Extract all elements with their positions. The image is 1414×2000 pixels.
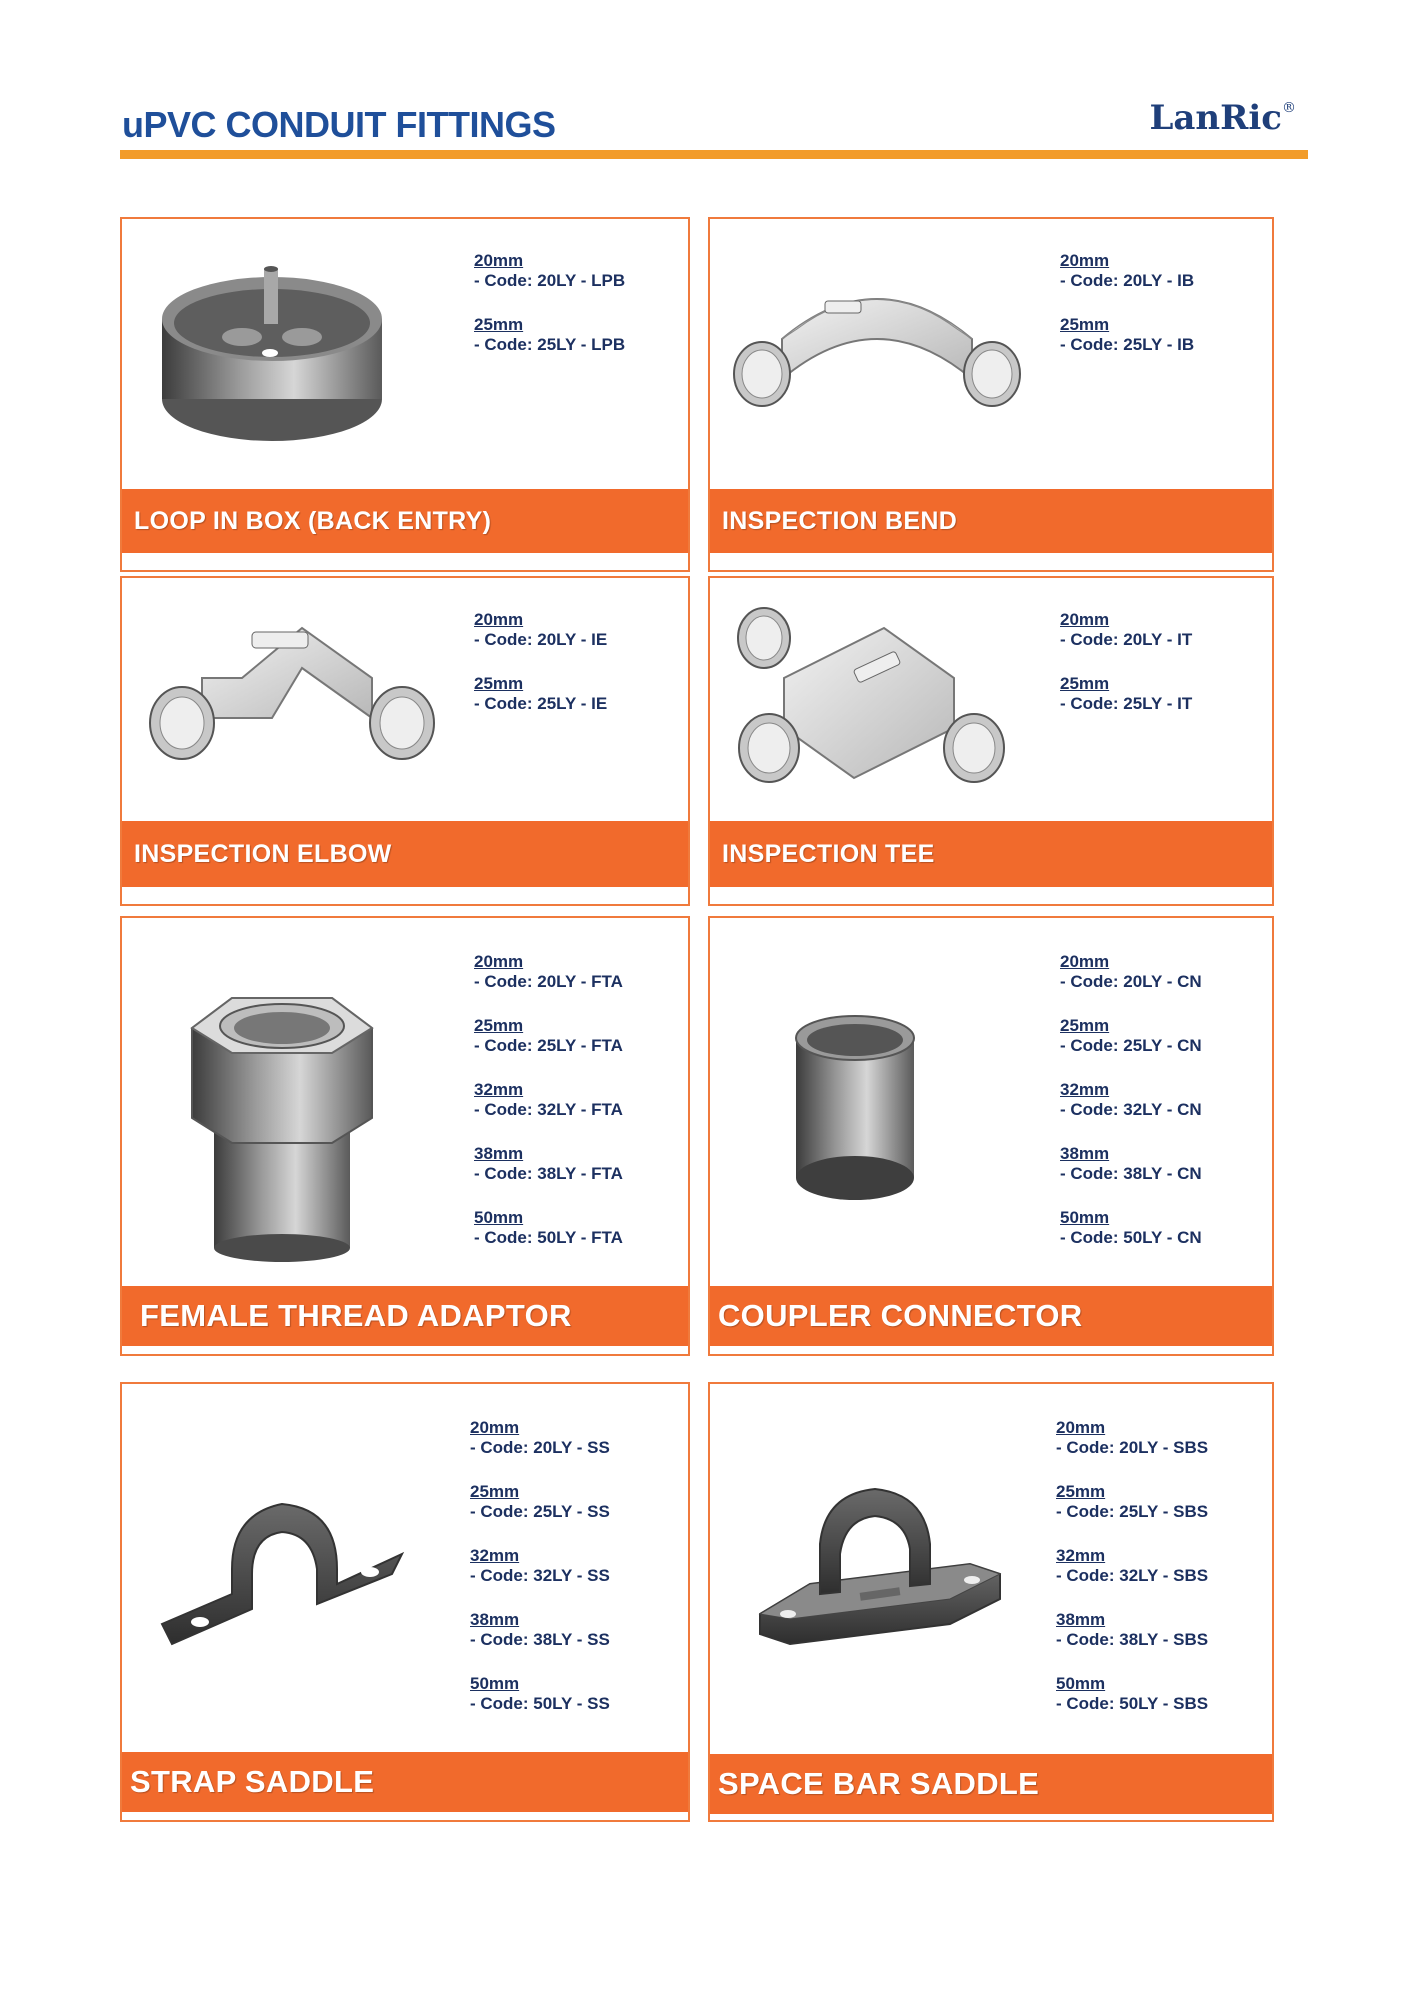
registered-mark: ® (1282, 100, 1296, 116)
product-name-banner: FEMALE THREAD ADAPTOR (122, 1286, 688, 1346)
variant-entry (1060, 1208, 1202, 1248)
variant-size: 38mm (474, 1144, 524, 1163)
variant-entry (1060, 610, 1192, 650)
variant-entry (1056, 1674, 1208, 1714)
inspection-elbow-image (132, 618, 452, 778)
variant-size: 25mm (1056, 1482, 1106, 1501)
variant-entry (474, 1208, 623, 1248)
loop-in-box-image (152, 249, 392, 449)
product-name-banner: STRAP SADDLE (122, 1752, 688, 1812)
variant-entry (1060, 1144, 1202, 1184)
variant-size: 20mm (1060, 251, 1110, 270)
variant-code: - Code: 50LY - SS (470, 1694, 610, 1713)
product-card-loop-in-box (120, 217, 690, 572)
variant-code: - Code: 38LY - SS (470, 1630, 610, 1649)
variant-size: 25mm (1060, 1016, 1110, 1035)
inspection-tee-image (724, 598, 1024, 798)
variant-code: - Code: 32LY - SBS (1056, 1566, 1209, 1585)
product-card-inspection-tee (708, 576, 1274, 906)
variant-size: 32mm (470, 1546, 520, 1565)
title-rule (120, 150, 1308, 159)
code-list (1060, 610, 1192, 738)
variant-size: 20mm (1060, 952, 1110, 971)
variant-code: - Code: 25LY - IE (474, 694, 608, 713)
variant-code: - Code: 20LY - SBS (1056, 1438, 1209, 1457)
variant-code: - Code: 32LY - CN (1060, 1100, 1202, 1119)
strap-saddle-image (152, 1474, 422, 1654)
variant-size: 25mm (474, 1016, 524, 1035)
code-list (470, 1418, 610, 1738)
variant-size: 25mm (1060, 674, 1110, 693)
variant-entry (474, 1080, 623, 1120)
variant-entry (1056, 1610, 1208, 1650)
variant-size: 25mm (470, 1482, 520, 1501)
space-bar-saddle-image (750, 1474, 1010, 1654)
product-name-banner: INSPECTION TEE (710, 821, 1272, 887)
variant-code: - Code: 20LY - IE (474, 630, 608, 649)
variant-entry (474, 251, 625, 291)
variant-size: 20mm (470, 1418, 520, 1437)
variant-code: - Code: 20LY - FTA (474, 972, 623, 991)
product-card-strap-saddle (120, 1382, 690, 1822)
variant-size: 38mm (1056, 1610, 1106, 1629)
variant-code: - Code: 25LY - SS (470, 1502, 610, 1521)
variant-code: - Code: 20LY - IT (1060, 630, 1193, 649)
variant-size: 32mm (1060, 1080, 1110, 1099)
variant-code: - Code: 25LY - IB (1060, 335, 1195, 354)
female-thread-adaptor-image (182, 968, 382, 1268)
variant-code: - Code: 50LY - FTA (474, 1228, 623, 1247)
variant-code: - Code: 20LY - IB (1060, 271, 1195, 290)
variant-entry (1060, 1080, 1202, 1120)
variant-entry (1056, 1418, 1208, 1458)
product-name-banner: INSPECTION ELBOW (122, 821, 688, 887)
variant-size: 32mm (474, 1080, 524, 1099)
inspection-bend-image (722, 269, 1032, 429)
variant-code: - Code: 50LY - CN (1060, 1228, 1202, 1247)
variant-code: - Code: 38LY - FTA (474, 1164, 623, 1183)
variant-entry (1060, 315, 1194, 355)
variant-entry (470, 1610, 610, 1650)
product-name-banner: SPACE BAR SADDLE (710, 1754, 1272, 1814)
variant-code: - Code: 32LY - FTA (474, 1100, 623, 1119)
variant-code: - Code: 38LY - SBS (1056, 1630, 1209, 1649)
variant-code: - Code: 20LY - CN (1060, 972, 1202, 991)
page-title: uPVC CONDUIT FITTINGS (122, 104, 556, 145)
variant-entry (1056, 1482, 1208, 1522)
variant-size: 50mm (1056, 1674, 1106, 1693)
coupler-connector-image (790, 1008, 920, 1208)
product-card-coupler-connector (708, 916, 1274, 1356)
variant-size: 20mm (474, 610, 524, 629)
variant-entry (1060, 251, 1194, 291)
variant-code: - Code: 20LY - SS (470, 1438, 610, 1457)
variant-size: 25mm (474, 315, 524, 334)
variant-code: - Code: 25LY - LPB (474, 335, 626, 354)
code-list (474, 952, 623, 1272)
product-card-female-thread-adaptor (120, 916, 690, 1356)
code-list (474, 610, 607, 738)
product-name-banner: LOOP IN BOX (BACK ENTRY) (122, 489, 688, 553)
variant-size: 20mm (1056, 1418, 1106, 1437)
product-card-space-bar-saddle (708, 1382, 1274, 1822)
variant-code: - Code: 50LY - SBS (1056, 1694, 1209, 1713)
variant-size: 25mm (1060, 315, 1110, 334)
variant-entry (470, 1546, 610, 1586)
variant-entry (474, 1144, 623, 1184)
product-card-inspection-bend (708, 217, 1274, 572)
variant-size: 25mm (474, 674, 524, 693)
code-list (474, 251, 625, 379)
product-name-banner: COUPLER CONNECTOR (710, 1286, 1272, 1346)
variant-entry (474, 315, 625, 355)
variant-code: - Code: 25LY - FTA (474, 1036, 623, 1055)
code-list (1060, 952, 1202, 1272)
brand-name: LanRic (1149, 98, 1282, 138)
variant-size: 20mm (1060, 610, 1110, 629)
code-list (1056, 1418, 1208, 1738)
variant-code: - Code: 38LY - CN (1060, 1164, 1202, 1183)
variant-size: 32mm (1056, 1546, 1106, 1565)
variant-entry (470, 1418, 610, 1458)
brand-logo (1149, 98, 1296, 138)
code-list (1060, 251, 1194, 379)
variant-code: - Code: 32LY - SS (470, 1566, 610, 1585)
variant-entry (470, 1482, 610, 1522)
variant-entry (474, 952, 623, 992)
variant-size: 38mm (470, 1610, 520, 1629)
variant-code: - Code: 25LY - CN (1060, 1036, 1202, 1055)
variant-entry (1056, 1546, 1208, 1586)
variant-code: - Code: 20LY - LPB (474, 271, 626, 290)
variant-code: - Code: 25LY - IT (1060, 694, 1193, 713)
variant-entry (1060, 1016, 1202, 1056)
product-card-inspection-elbow (120, 576, 690, 906)
product-name-banner: INSPECTION BEND (710, 489, 1272, 553)
variant-entry (474, 674, 607, 714)
variant-size: 50mm (474, 1208, 524, 1227)
variant-size: 20mm (474, 251, 524, 270)
variant-size: 20mm (474, 952, 524, 971)
variant-entry (1060, 952, 1202, 992)
variant-code: - Code: 25LY - SBS (1056, 1502, 1209, 1521)
variant-entry (1060, 674, 1192, 714)
variant-entry (474, 1016, 623, 1056)
variant-entry (470, 1674, 610, 1714)
variant-entry (474, 610, 607, 650)
variant-size: 50mm (470, 1674, 520, 1693)
variant-size: 50mm (1060, 1208, 1110, 1227)
variant-size: 38mm (1060, 1144, 1110, 1163)
